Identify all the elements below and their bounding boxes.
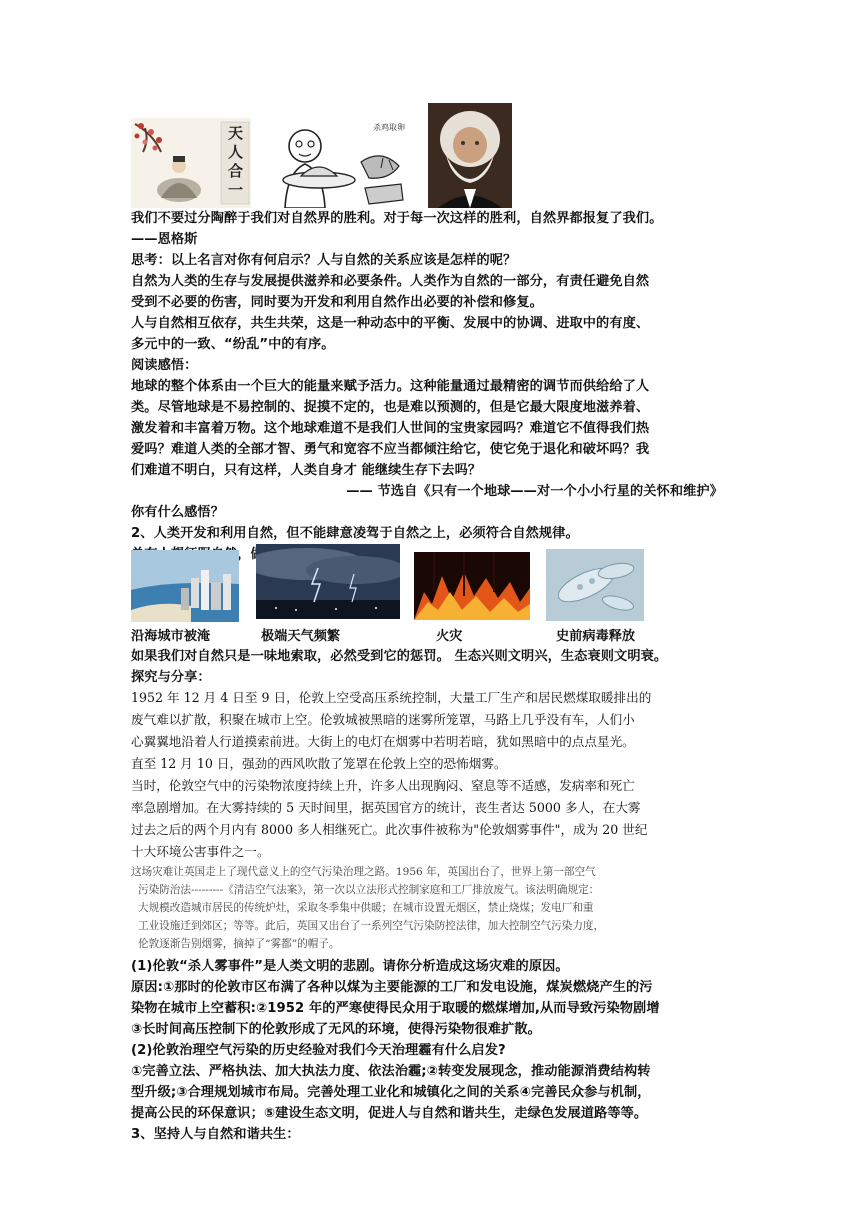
story-line: 过去之后的两个月内有 8000 多人相继死亡。此次事件被称为"伦敦烟雾事件"，成为 20 世纪 <box>131 822 648 837</box>
answer-line: 染物在城市上空蓄积:②1952 年的严寒使得民众用于取暖的燃煤增加,从而导致污染物剧增 <box>131 1001 660 1016</box>
small-line: 这场灾难让英国走上了现代意义上的空气污染治理之路。1956 年，英国出台了，世界上第一部空气 <box>131 866 596 878</box>
cartoon-caption: 杀鸡取卵 <box>373 123 405 132</box>
engels-portrait <box>428 103 512 208</box>
storm-photo <box>256 544 400 619</box>
question-1: (1)伦敦“杀人雾事件”是人类文明的悲剧。请你分析造成这场灾难的原因。 <box>131 959 569 974</box>
small-line: 工业设施迁到郊区；等等。此后，英国又出台了一系列空气污染防控法律，加大控制空气污染力度， <box>138 920 605 932</box>
answer-line: 原因:①那时的伦敦市区布满了各种以煤为主要能源的工厂和发电设施，煤炭燃烧产生的污 <box>131 980 653 995</box>
story-line: 废气难以扩散，积聚在城市上空。伦敦城被黑暗的迷雾所笼罩，马路上几乎没有车，人们小 <box>131 712 635 727</box>
small-line: 伦敦逐渐告别烟雾，摘掉了“雾都”的帽子。 <box>138 938 340 950</box>
think-question: 思考：以上名言对你有何启示？人与自然的关系应该是怎样的呢？ <box>131 253 517 268</box>
point-heading: 3、坚持人与自然和谐共生： <box>131 1127 300 1142</box>
fire-photo <box>414 552 530 620</box>
small-line: 大规模改造城市居民的传统炉灶，采取冬季集中供暖；在城市设置无烟区，禁止烧煤；发电厂和重 <box>138 902 594 914</box>
cartoon-eating-wildlife <box>261 118 419 208</box>
section-heading: 阅读感悟： <box>131 358 198 373</box>
excerpt-source: —— 节选自《只有一个地球——对一个小小行星的关怀和维护》 <box>346 484 723 499</box>
story-line: 率急剧增加。在大雾持续的 5 天时间里，据英国官方的统计，丧生者达 5000 多人，在大雾 <box>131 800 641 815</box>
text-line: 们难道不明白，只有这样，人类自身才 能继续生存下去吗？ <box>131 463 482 478</box>
text-line: 地球的整个体系由一个巨大的能量来赋予活力。这种能量通过最精密的调节而供给给了人 <box>131 379 650 394</box>
point-heading: 2、人类开发和利用自然，但不能肆意凌驾于自然之上，必须符合自然规律。 <box>131 526 579 541</box>
text-line: 受到不必要的伤害，同时要为开发和利用自然作出必要的补偿和修复。 <box>131 295 543 310</box>
photo-caption: 火灾 <box>436 629 463 644</box>
photo-caption: 极端天气频繁 <box>261 629 341 644</box>
text-line: 自然为人类的生存与发展提供滋养和必要条件。人类作为自然的一部分，有责任避免自然 <box>131 274 650 289</box>
section-heading: 探究与分享： <box>131 670 211 685</box>
text-line: 爱吗？难道人类的全部才智、勇气和宽容不应当都倾注给它，使它免于退化和破坏吗？我 <box>131 442 650 457</box>
tianrenheyi-painting <box>131 118 251 208</box>
coastal-city-photo <box>131 550 239 622</box>
photo-caption: 沿海城市被淹 <box>131 629 211 644</box>
text-line: 人与自然相互依存，共生共荣，这是一种动态中的平衡、发展中的协调、进取中的有度、 <box>131 316 650 331</box>
story-line: 当时，伦敦空气中的污染物浓度持续上升，许多人出现胸闷、窒息等不适感，发病率和死亡 <box>131 778 635 793</box>
quote-line: 我们不要过分陶醉于我们对自然界的胜利。对于每一次这样的胜利，自然界都报复了我们。 <box>131 211 663 226</box>
story-line: 1952 年 12 月 4 日至 9 日，伦敦上空受高压系统控制，大量工厂生产和居民燃煤取暖排出的 <box>131 690 652 705</box>
small-line: 污染防治法---------《清洁空气法案》，第一次以立法形式控制家庭和工厂排放废气。该法明确规定： <box>138 884 600 896</box>
virus-photo <box>546 549 644 621</box>
tianrenheyi-text: 天人合一 <box>228 124 244 199</box>
quote-author: ——恩格斯 <box>131 232 198 247</box>
photo-caption: 史前病毒释放 <box>556 629 636 644</box>
text-line: 如果我们对自然只是一味地索取，必然受到它的惩罚。 生态兴则文明兴，生态衰则文明衰。 <box>131 649 668 664</box>
text-line: 多元中的一致、“纷乱”中的有序。 <box>131 337 335 352</box>
story-line: 心翼翼地沿着人行道摸索前进。大街上的电灯在烟雾中若明若暗，犹如黑暗中的点点星光。 <box>131 734 635 749</box>
story-line: 十大环境公害事件之一。 <box>131 844 270 859</box>
text-line: 类。尽管地球是不易控制的、捉摸不定的，也是难以预测的，但是它最大限度地滋养着、 <box>131 400 650 415</box>
story-line: 直至 12 月 10 日，强劲的西风吹散了笼罩在伦敦上空的恐怖烟雾。 <box>131 756 507 771</box>
answer-line: ①完善立法、严格执法、加大执法力度、依法治霾;②转变发展现念，推动能源消费结构转 <box>131 1064 651 1079</box>
answer-line: ③长时间高压控制下的伦敦形成了无风的环境，使得污染物很难扩散。 <box>131 1022 541 1037</box>
text-line: 激发着和丰富着万物。这个地球难道不是我们人世间的宝贵家园吗？难道它不值得我们热 <box>131 421 650 436</box>
answer-line: 提高公民的环保意识；⑤建设生态文明，促进人与自然和谐共生，走绿色发展道路等等。 <box>131 1106 648 1121</box>
question-2: (2)伦敦治理空气污染的历史经验对我们今天治理霾有什么启发? <box>131 1043 506 1058</box>
text-line: 你有什么感悟？ <box>131 505 225 520</box>
answer-line: 型升级;③合理规划城市布局。完善处理工业化和城镇化之间的关系④完善民众参与机制， <box>131 1085 651 1100</box>
